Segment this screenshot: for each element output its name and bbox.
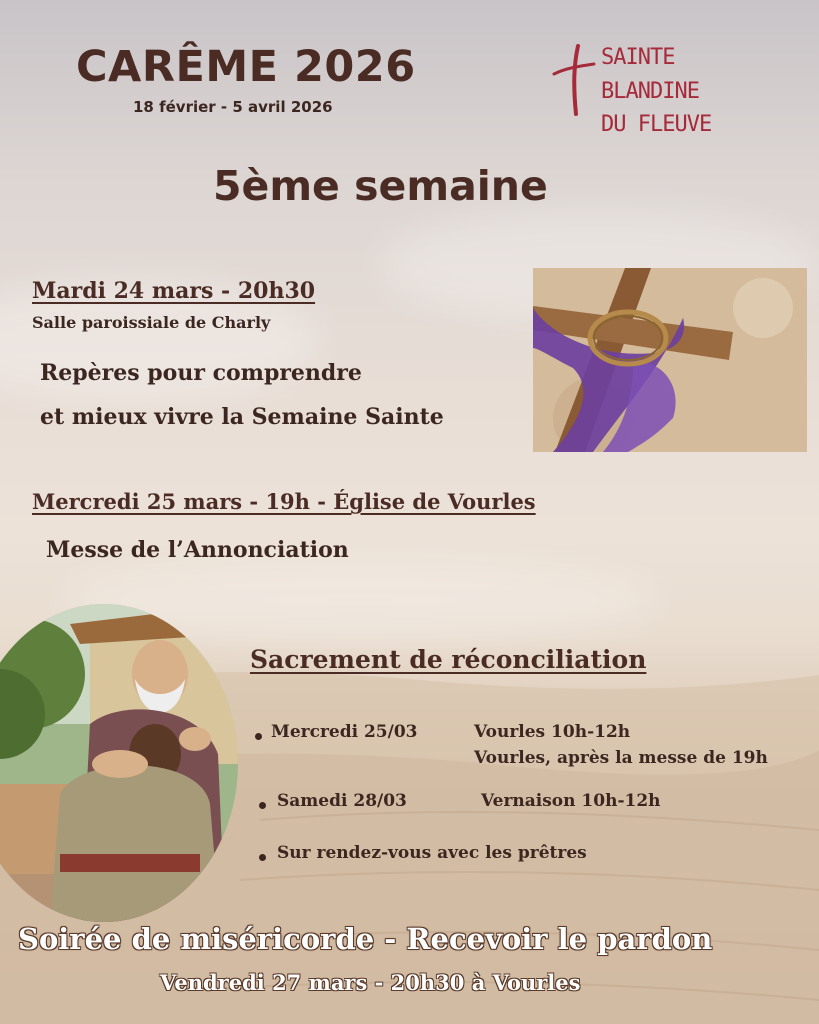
- bullet-icon: [255, 733, 262, 740]
- bullet-icon: [259, 854, 266, 861]
- event1-place: Salle paroissiale de Charly: [32, 313, 271, 332]
- event1-description-line2: et mieux vivre la Semaine Sainte: [40, 404, 444, 430]
- soiree-date: Vendredi 27 mars - 20h30 à Vourles: [160, 970, 581, 995]
- date-range: 18 février - 5 avril 2026: [133, 98, 333, 116]
- logo-line-2: BLANDINE: [601, 79, 699, 104]
- week-heading: 5ème semaine: [213, 162, 548, 210]
- soiree-title: Soirée de miséricorde - Recevoir le pardon: [18, 922, 713, 956]
- event2-date: Mercredi 25 mars - 19h - Église de Vourles: [32, 489, 536, 514]
- logo-line-1: SAINTE: [601, 45, 675, 70]
- sacrament-row-time: Vernaison 10h-12h: [481, 791, 661, 811]
- event2-description: Messe de l’Annonciation: [46, 537, 349, 563]
- cross-logo-icon: [552, 44, 596, 116]
- sacrament-row-time: Vourles 10h-12h: [474, 722, 631, 742]
- page-title: CARÊME 2026: [76, 42, 416, 92]
- sacrament-row-time: Vourles, après la messe de 19h: [474, 748, 768, 768]
- sacrament-row-day: Sur rendez-vous avec les prêtres: [277, 843, 587, 863]
- logo-line-3: DU FLEUVE: [601, 112, 712, 137]
- event1-date: Mardi 24 mars - 20h30: [32, 278, 316, 304]
- sacrament-row-day: Samedi 28/03: [277, 791, 407, 811]
- sacrament-row-day: Mercredi 25/03: [271, 722, 418, 742]
- sacrament-title: Sacrement de réconciliation: [250, 645, 647, 674]
- event1-description-line1: Repères pour comprendre: [40, 360, 362, 386]
- cross-photo: [533, 268, 807, 452]
- bullet-icon: [259, 802, 266, 809]
